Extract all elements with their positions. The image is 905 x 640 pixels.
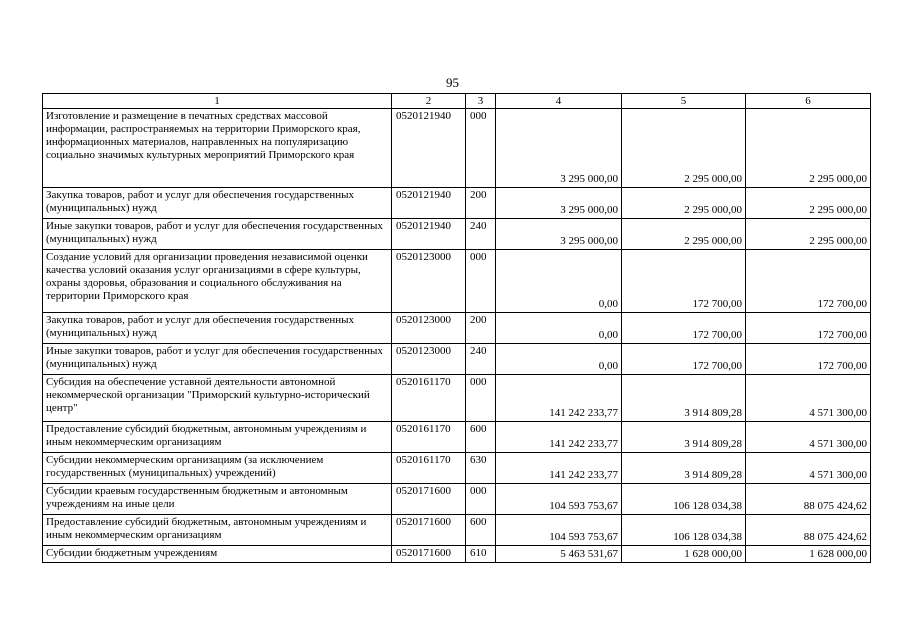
row-type-cell: 000 [466,375,496,422]
row-amount-col6: 2 295 000,00 [746,188,871,219]
row-type-cell: 600 [466,422,496,453]
row-amount-col4: 141 242 233,77 [496,422,622,453]
table-row [43,484,871,515]
row-name-cell: Субсидии краевым государственным бюджетным и автономным учреждениям на иные цели [43,484,392,515]
table-row [43,546,871,563]
row-amount-col5: 3 914 809,28 [622,422,746,453]
row-amount-col4: 0,00 [496,250,622,313]
row-amount-col5: 172 700,00 [622,313,746,344]
row-amount-col6: 2 295 000,00 [746,219,871,250]
table-header-row [43,94,871,109]
row-name-cell: Предоставление субсидий бюджетным, автономным учреждениям и иным некоммерческим организациям [43,515,392,546]
row-name-cell: Создание условий для организации проведения независимой оценки качества условий оказания услуг организациями в сфере культуры, охраны здоровья, образования и социального обслуживания на территории Приморского края [43,250,392,313]
row-amount-col6: 4 571 300,00 [746,375,871,422]
row-amount-col5: 3 914 809,28 [622,453,746,484]
row-type-cell: 000 [466,250,496,313]
row-amount-col5: 106 128 034,38 [622,484,746,515]
row-amount-col4: 104 593 753,67 [496,484,622,515]
table-row [43,188,871,219]
row-amount-col4: 141 242 233,77 [496,375,622,422]
row-amount-col5: 2 295 000,00 [622,109,746,188]
row-amount-col5: 1 628 000,00 [622,546,746,563]
row-amount-col6: 4 571 300,00 [746,422,871,453]
row-name-cell: Субсидии некоммерческим организациям (за исключением государственных (муниципальных) учреждений) [43,453,392,484]
table-row [43,453,871,484]
row-name-cell: Субсидия на обеспечение уставной деятельности автономной некоммерческой организации "Приморский культурно-исторический центр" [43,375,392,422]
budget-table [42,93,871,563]
row-amount-col5: 172 700,00 [622,344,746,375]
row-amount-col5: 172 700,00 [622,250,746,313]
row-type-cell: 000 [466,484,496,515]
row-code-cell: 0520123000 [392,344,466,375]
table-row [43,219,871,250]
row-name-cell: Иные закупки товаров, работ и услуг для обеспечения государственных (муниципальных) нужд [43,219,392,250]
row-code-cell: 0520171600 [392,484,466,515]
row-amount-col4: 0,00 [496,344,622,375]
row-name-cell: Иные закупки товаров, работ и услуг для обеспечения государственных (муниципальных) нужд [43,344,392,375]
table-row [43,375,871,422]
row-code-cell: 0520161170 [392,375,466,422]
row-amount-col4: 5 463 531,67 [496,546,622,563]
column-header: 3 [466,94,496,109]
row-amount-col6: 172 700,00 [746,344,871,375]
table-row [43,422,871,453]
row-amount-col6: 2 295 000,00 [746,109,871,188]
row-code-cell: 0520161170 [392,453,466,484]
row-amount-col6: 88 075 424,62 [746,515,871,546]
row-amount-col5: 2 295 000,00 [622,219,746,250]
row-code-cell: 0520171600 [392,546,466,563]
column-header: 1 [43,94,392,109]
row-type-cell: 200 [466,313,496,344]
row-code-cell: 0520161170 [392,422,466,453]
table-row [43,250,871,313]
row-amount-col4: 3 295 000,00 [496,219,622,250]
row-type-cell: 630 [466,453,496,484]
row-amount-col4: 141 242 233,77 [496,453,622,484]
row-amount-col5: 3 914 809,28 [622,375,746,422]
row-code-cell: 0520123000 [392,313,466,344]
row-amount-col6: 88 075 424,62 [746,484,871,515]
row-amount-col6: 1 628 000,00 [746,546,871,563]
row-type-cell: 200 [466,188,496,219]
row-name-cell: Закупка товаров, работ и услуг для обеспечения государственных (муниципальных) нужд [43,313,392,344]
row-type-cell: 610 [466,546,496,563]
column-header: 2 [392,94,466,109]
row-code-cell: 0520123000 [392,250,466,313]
row-amount-col6: 172 700,00 [746,250,871,313]
table-row [43,109,871,188]
table-row [43,515,871,546]
row-amount-col5: 2 295 000,00 [622,188,746,219]
row-name-cell: Субсидии бюджетным учреждениям [43,546,392,563]
row-name-cell: Изготовление и размещение в печатных средствах массовой информации, распространяемых на территории Приморского края, информационных материалов, направленных на популяризацию социально значимых культурных мероприятий Приморского края [43,109,392,188]
table-row [43,313,871,344]
row-amount-col5: 106 128 034,38 [622,515,746,546]
row-type-cell: 600 [466,515,496,546]
row-type-cell: 240 [466,344,496,375]
column-header: 4 [496,94,622,109]
row-code-cell: 0520121940 [392,109,466,188]
column-header: 5 [622,94,746,109]
row-amount-col4: 3 295 000,00 [496,109,622,188]
row-amount-col4: 0,00 [496,313,622,344]
page-number: 95 [446,75,459,90]
row-amount-col4: 104 593 753,67 [496,515,622,546]
row-name-cell: Закупка товаров, работ и услуг для обеспечения государственных (муниципальных) нужд [43,188,392,219]
row-amount-col6: 172 700,00 [746,313,871,344]
row-name-cell: Предоставление субсидий бюджетным, автономным учреждениям и иным некоммерческим организациям [43,422,392,453]
row-code-cell: 0520121940 [392,188,466,219]
row-type-cell: 240 [466,219,496,250]
column-header: 6 [746,94,871,109]
row-type-cell: 000 [466,109,496,188]
row-amount-col4: 3 295 000,00 [496,188,622,219]
row-amount-col6: 4 571 300,00 [746,453,871,484]
row-code-cell: 0520121940 [392,219,466,250]
row-code-cell: 0520171600 [392,515,466,546]
table-row [43,344,871,375]
